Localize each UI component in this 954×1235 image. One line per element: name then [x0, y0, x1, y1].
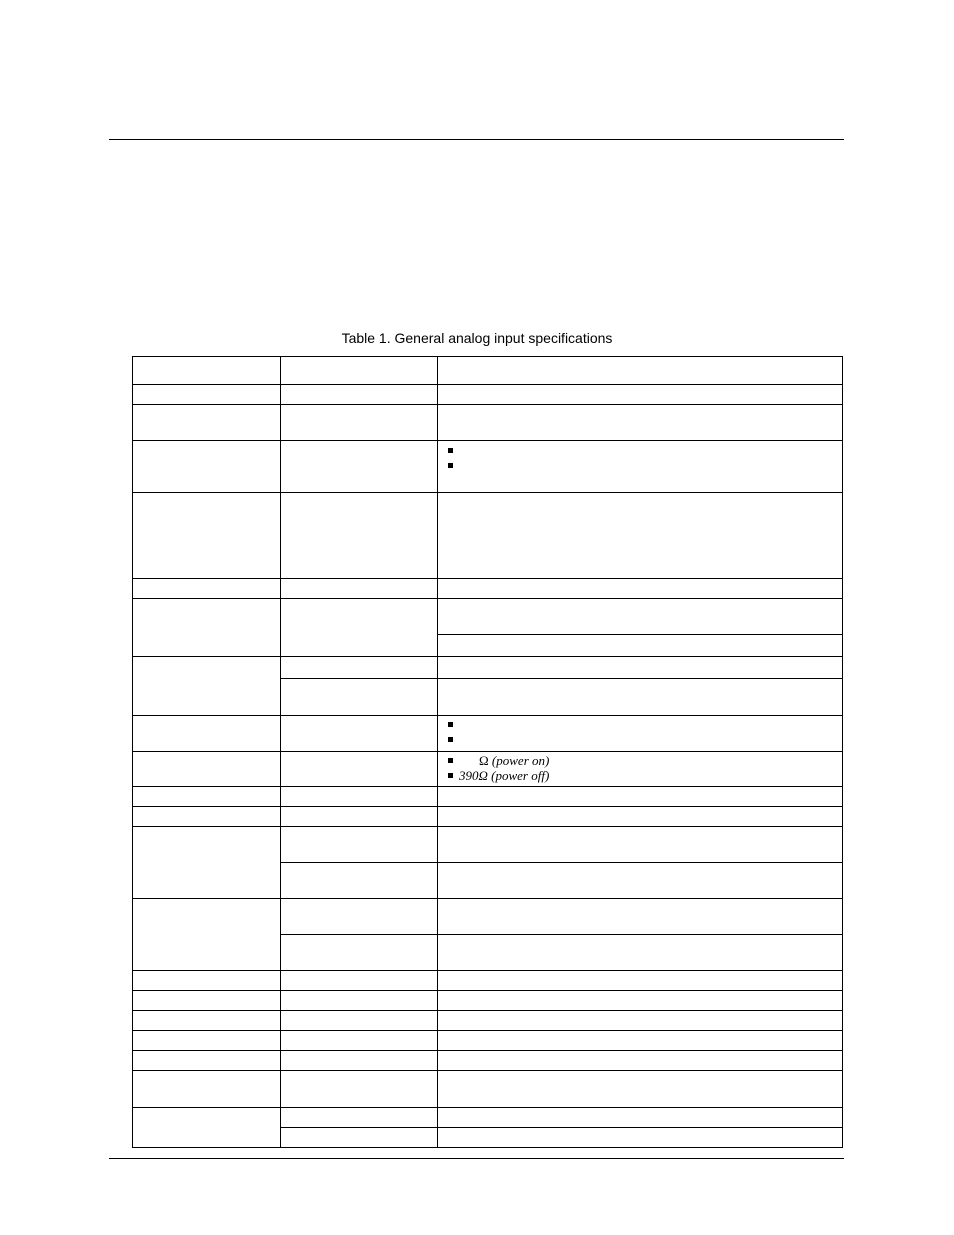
- table-cell: [133, 599, 281, 657]
- bullet-icon: [448, 448, 453, 453]
- table-cell: [281, 385, 438, 405]
- table-cell: [438, 1128, 843, 1148]
- table-cell: [438, 899, 843, 935]
- ohm-symbol: Ω: [479, 753, 489, 768]
- table-row: [133, 493, 843, 579]
- table-cell: [438, 1108, 843, 1128]
- table-row: [133, 1071, 843, 1108]
- table-row: [133, 599, 843, 635]
- table-cell: [133, 752, 281, 787]
- table-cell: [133, 405, 281, 441]
- table-cell: [281, 405, 438, 441]
- table-cell: [281, 899, 438, 935]
- table-cell: [438, 935, 843, 971]
- table-cell: [438, 1011, 843, 1031]
- list-item: [444, 717, 836, 732]
- table-cell: [133, 1051, 281, 1071]
- table-row: [133, 991, 843, 1011]
- bullet-icon: [448, 758, 453, 763]
- table-row: [133, 1011, 843, 1031]
- table-row: [133, 385, 843, 405]
- table-cell: [281, 493, 438, 579]
- table-cell: [438, 827, 843, 863]
- bullet-list: [444, 443, 836, 473]
- bullet-icon: [448, 773, 453, 778]
- table-row: [133, 787, 843, 807]
- table-cell: [438, 357, 843, 385]
- power-off-text: 390Ω (power off): [459, 768, 550, 783]
- table-caption: Table 1. General analog input specifications: [341, 330, 613, 346]
- footer-rule: [109, 1158, 844, 1159]
- table-cell: [281, 827, 438, 863]
- table-cell: [438, 405, 843, 441]
- table-row: [133, 827, 843, 863]
- table-row: [133, 899, 843, 935]
- table-cell: [281, 599, 438, 657]
- table-cell: [281, 971, 438, 991]
- table-cell: [133, 716, 281, 752]
- table-cell: [281, 441, 438, 493]
- table-row: [133, 1031, 843, 1051]
- bullet-icon: [448, 737, 453, 742]
- table-cell: [133, 1031, 281, 1051]
- table-cell: [281, 1128, 438, 1148]
- table-row: [133, 716, 843, 752]
- list-item: [444, 443, 836, 458]
- table-cell: [133, 1108, 281, 1148]
- table-row: [133, 1051, 843, 1071]
- table-cell: [281, 807, 438, 827]
- table-cell: [133, 787, 281, 807]
- table-cell: [281, 1031, 438, 1051]
- table-cell: [133, 1071, 281, 1108]
- table-cell: [133, 579, 281, 599]
- list-item: [444, 458, 836, 473]
- analog-input-spec-table: [132, 356, 843, 1148]
- table-cell: [438, 716, 843, 752]
- table-cell: [281, 1071, 438, 1108]
- table-row: [133, 971, 843, 991]
- table-row: [133, 807, 843, 827]
- table-cell: [281, 357, 438, 385]
- table-cell: [281, 1051, 438, 1071]
- table-cell: [438, 807, 843, 827]
- table-cell: [133, 899, 281, 971]
- table-cell: [133, 1011, 281, 1031]
- table-cell: [438, 1031, 843, 1051]
- table-cell: [133, 657, 281, 716]
- table-cell: [133, 971, 281, 991]
- table-row: [133, 657, 843, 679]
- table-cell: [281, 991, 438, 1011]
- table-cell: [438, 579, 843, 599]
- table-cell: [133, 357, 281, 385]
- list-item-power-on: [444, 753, 836, 768]
- table-cell: [438, 679, 843, 716]
- list-item: [444, 732, 836, 747]
- table-cell: [133, 385, 281, 405]
- table-cell: [133, 807, 281, 827]
- table-cell: [438, 1051, 843, 1071]
- table-row: [133, 1108, 843, 1128]
- table-cell: [438, 1071, 843, 1108]
- table-cell: [438, 991, 843, 1011]
- table-cell: [281, 1108, 438, 1128]
- table-cell: [281, 657, 438, 679]
- table-cell: [281, 935, 438, 971]
- table-cell: [438, 863, 843, 899]
- table-cell: [438, 657, 843, 679]
- table-cell: [281, 863, 438, 899]
- table-cell: [281, 1011, 438, 1031]
- impedance-list: [444, 753, 836, 783]
- table-cell: [438, 752, 843, 787]
- table-cell: [133, 827, 281, 899]
- bullet-list: [444, 717, 836, 747]
- table-row: [133, 441, 843, 493]
- table-row: [133, 405, 843, 441]
- table-cell: [281, 579, 438, 599]
- bullet-icon: [448, 463, 453, 468]
- power-on-text: (power on): [491, 753, 550, 768]
- table-cell: [438, 385, 843, 405]
- table-cell: [438, 493, 843, 579]
- table-cell: [281, 679, 438, 716]
- table-row: [133, 579, 843, 599]
- bullet-icon: [448, 722, 453, 727]
- table-cell: [133, 441, 281, 493]
- table-row: [133, 752, 843, 787]
- table-cell: [133, 493, 281, 579]
- table-cell: [438, 971, 843, 991]
- table-cell: [438, 441, 843, 493]
- header-rule: [109, 139, 844, 140]
- table-header-row: [133, 357, 843, 385]
- table-cell: [133, 991, 281, 1011]
- table-cell: [281, 752, 438, 787]
- table-cell: [438, 635, 843, 657]
- table-cell: [438, 787, 843, 807]
- list-item-power-off: [444, 768, 836, 783]
- table-cell: [438, 599, 843, 635]
- table-cell: [281, 787, 438, 807]
- table-cell: [281, 716, 438, 752]
